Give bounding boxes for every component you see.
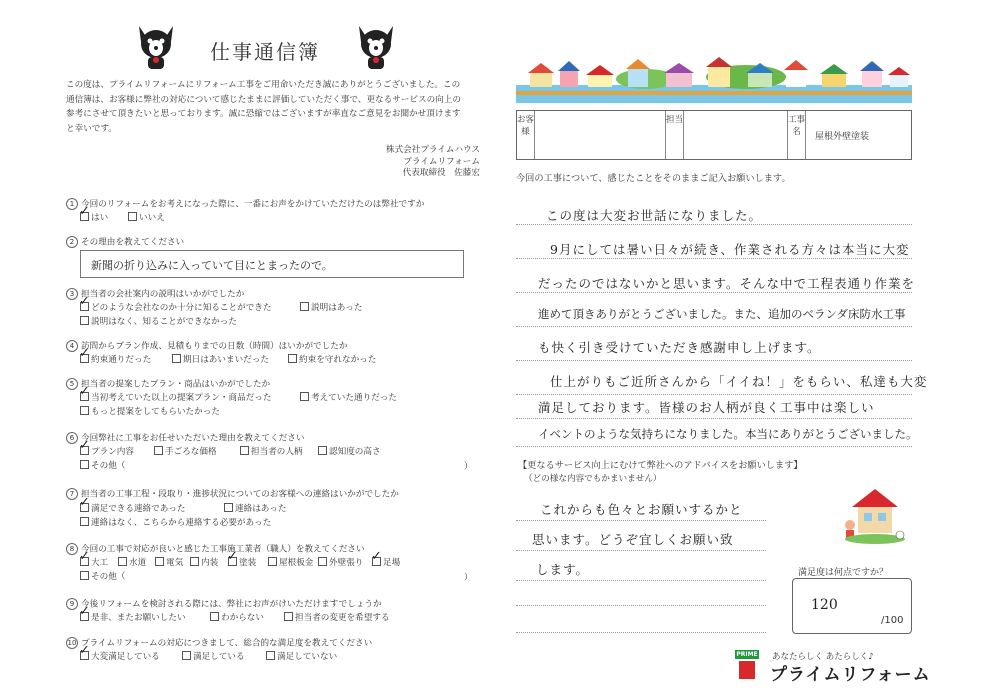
- option-label: 説明はなく、知ることができなかった: [91, 317, 237, 327]
- checkbox[interactable]: [300, 392, 309, 401]
- checkbox[interactable]: [154, 446, 163, 455]
- question-text: 担当者の会社案内の説明はいかがでしたか: [81, 289, 245, 300]
- option-label: 考えていた通りだった: [311, 393, 397, 403]
- question-text: その理由を教えてください: [81, 237, 185, 248]
- advice-line: 思います。どうぞ宜しくお願い致: [532, 532, 734, 547]
- option-label: 手ごろな価格: [165, 447, 217, 457]
- option-label: 説明はあった: [311, 303, 363, 313]
- checkbox[interactable]: [228, 557, 237, 566]
- option[interactable]: [300, 392, 397, 404]
- question-number: 4: [66, 340, 78, 352]
- option[interactable]: [118, 557, 146, 569]
- question-number: 2: [66, 236, 78, 248]
- advice-line: これからも色々とお願いするかと: [540, 502, 743, 517]
- checkbox[interactable]: [300, 302, 309, 311]
- page-title: 仕事通信簿: [210, 40, 320, 64]
- checkbox[interactable]: [80, 392, 89, 401]
- question-7: [66, 488, 399, 501]
- paren-close: ）: [464, 573, 473, 583]
- checkbox[interactable]: [372, 557, 381, 566]
- logo-tagline: あなたらしく あたらしく♪: [772, 652, 874, 662]
- option-label: 担当者の変更を希望する: [295, 613, 390, 623]
- question-1: [66, 198, 424, 211]
- checkbox[interactable]: [80, 503, 89, 512]
- intro-text: この度は、プライムリフォームにリフォーム工事をご用命いただき誠にありがとうございました。この通信簿は、お客様に弊社の対応について感じたままに評価していただく事で、更なるサービスの向上の参考にさせて頂きたいと思っております。誠に恐縮ではございますが率直なご意見をお聞かせ頂けますと幸いです。: [66, 80, 461, 134]
- option-label: 約束通りだった: [91, 355, 152, 365]
- option[interactable]: [266, 651, 337, 663]
- option[interactable]: [80, 517, 271, 529]
- paren-close: ）: [464, 462, 473, 472]
- comment-instruction: 今回の工事について、感じたことをそのままご記入お願いします。: [516, 173, 791, 184]
- question-number: 6: [66, 432, 78, 444]
- question-text: 担当者の工事工程・段取り・進捗状況についてのお客様への連絡はいかがでしたか: [81, 489, 399, 500]
- option-label: 大変満足している: [91, 652, 160, 662]
- checkbox[interactable]: [318, 446, 327, 455]
- option[interactable]: [80, 651, 160, 663]
- option[interactable]: [80, 557, 108, 569]
- checkbox[interactable]: [266, 651, 275, 660]
- option-label: どのような会社なのか十分に知ることができた: [91, 303, 272, 313]
- question-5: [66, 378, 270, 391]
- checkbox[interactable]: [80, 354, 89, 363]
- question-text: 今回弊社に工事をお任せいただいた理由を教えてください: [81, 433, 305, 444]
- question-number: 10: [67, 639, 77, 647]
- option[interactable]: [190, 557, 218, 569]
- checkbox[interactable]: [155, 557, 164, 566]
- option-label: 満足していない: [277, 652, 338, 662]
- option-label: 塗装: [239, 558, 257, 568]
- work-name: 屋根外壁塗装: [815, 132, 870, 142]
- company-signature: [340, 145, 480, 180]
- option[interactable]: [80, 503, 185, 515]
- option-label: 連絡はあった: [235, 504, 287, 514]
- dog-mascot-left-icon: [133, 22, 179, 72]
- comment-line: 進めて頂きありがとうございました。また、追加のベランダ床防水工事: [538, 307, 906, 321]
- checkbox[interactable]: [172, 354, 181, 363]
- checkbox[interactable]: [224, 503, 233, 512]
- advice-title: 【更なるサービス向上にむけて弊社へのアドバイスをお願いします】: [518, 460, 803, 471]
- option[interactable]: [80, 571, 125, 583]
- comment-line: 満足しております。皆様のお人柄が良く工事中は楽しい: [538, 400, 875, 415]
- customer-label: お客様: [517, 111, 535, 159]
- option[interactable]: [154, 446, 217, 458]
- option-label: 水道: [129, 558, 147, 568]
- checkbox[interactable]: [80, 316, 89, 325]
- checkbox[interactable]: [118, 557, 127, 566]
- question-number: 3: [66, 288, 78, 300]
- question-9: [66, 598, 382, 611]
- question-text: 今回の工事で対応が良いと感じた工事施工業者（職人）を教えてください: [81, 544, 365, 555]
- checkbox[interactable]: [80, 212, 89, 221]
- advice-subtitle: （どの様な内容でもかまいません）: [524, 474, 662, 484]
- option[interactable]: [318, 557, 363, 569]
- option-label: 約束を守れなかった: [299, 355, 377, 365]
- option-label: 是非、またお願いしたい: [91, 613, 186, 623]
- checkbox[interactable]: [80, 302, 89, 311]
- logo-mark: PRIME: [736, 651, 758, 658]
- question-number: 5: [66, 378, 78, 390]
- option[interactable]: [80, 460, 125, 472]
- option-label: 認知度の高さ: [329, 447, 381, 457]
- option[interactable]: [80, 354, 151, 366]
- option[interactable]: [372, 557, 400, 569]
- dog-mascot-right-icon: [353, 22, 399, 72]
- option[interactable]: [224, 503, 286, 515]
- checkbox[interactable]: [80, 517, 89, 526]
- question-text: 今回のリフォームをお考えになった際に、一番にお声をかけていただけたのは弊社ですか: [81, 199, 425, 210]
- option[interactable]: [210, 612, 264, 624]
- satisfaction-box[interactable]: [792, 578, 912, 634]
- option-label: 満足している: [193, 652, 245, 662]
- option[interactable]: [268, 557, 313, 569]
- option[interactable]: [155, 557, 183, 569]
- town-illustration-icon: [516, 55, 912, 103]
- question-text: 今後リフォームを検討される際には、弊社にお声がけいただけますでしょうか: [81, 599, 382, 610]
- checkbox[interactable]: [80, 460, 89, 469]
- question-4: [66, 340, 347, 353]
- house-illustration-icon: [840, 485, 910, 545]
- company-name: 株式会社プライムハウス: [385, 145, 480, 155]
- question-number: 1: [66, 198, 78, 210]
- option[interactable]: [80, 316, 237, 328]
- checkbox[interactable]: [80, 446, 89, 455]
- question-3: [66, 288, 244, 301]
- advice-line: します。: [536, 562, 590, 577]
- option[interactable]: [80, 212, 108, 224]
- question-8: [66, 543, 365, 556]
- comment-line: 9月にしては暑い日々が続き、作業される方々は本当に大変: [550, 242, 910, 257]
- option-label: 外壁張り: [329, 558, 364, 568]
- option-label: 満足できる連絡であった: [91, 504, 186, 514]
- option-label: その他（: [91, 461, 126, 471]
- logo-name: プライムリフォーム: [770, 665, 931, 685]
- checkbox[interactable]: [268, 557, 277, 566]
- checkbox[interactable]: [80, 571, 89, 580]
- checkbox[interactable]: [80, 612, 89, 621]
- comment-line: イベントのような気持ちになりました。本当にありがとうございました。: [538, 427, 918, 441]
- option[interactable]: [300, 302, 362, 314]
- option-label: わからない: [221, 613, 264, 623]
- checkbox[interactable]: [80, 557, 89, 566]
- info-table: [516, 110, 912, 160]
- option[interactable]: [80, 302, 271, 314]
- option-label: 期日はあいまいだった: [183, 355, 269, 365]
- checkbox[interactable]: [80, 406, 89, 415]
- comment-line: も快く引き受けていただき感謝申し上げます。: [538, 340, 821, 355]
- staff-label: 担当: [666, 111, 684, 159]
- reason-answer-box[interactable]: [80, 250, 464, 278]
- option[interactable]: [240, 446, 303, 458]
- option[interactable]: [80, 406, 220, 418]
- satisfaction-max: /100: [881, 615, 904, 626]
- option-label: 当初考えていた以上の提案プラン・商品だった: [91, 393, 272, 403]
- work-label: 工事名: [788, 111, 806, 159]
- checkbox[interactable]: [80, 651, 89, 660]
- option[interactable]: [284, 612, 390, 624]
- question-number: 9: [66, 598, 78, 610]
- checkbox[interactable]: [240, 446, 249, 455]
- question-text: 訪問からプラン作成、見積もりまでの日数（時間）はいかがでしたか: [81, 341, 348, 352]
- checkbox[interactable]: [210, 612, 219, 621]
- option[interactable]: [228, 557, 256, 569]
- comment-line: この度は大変お世話になりました。: [546, 208, 763, 223]
- option[interactable]: [318, 446, 381, 458]
- option-label: 足場: [383, 558, 401, 568]
- option[interactable]: [128, 212, 165, 224]
- option-label: いいえ: [139, 213, 165, 223]
- checkbox[interactable]: [190, 557, 199, 566]
- satisfaction-score: 120: [811, 597, 838, 613]
- option[interactable]: [80, 446, 134, 458]
- question-text: プライムリフォームの対応につきまして、総合的な満足度を教えてください: [81, 638, 373, 649]
- option-label: 連絡はなく、こちらから連絡する必要があった: [91, 518, 272, 528]
- satisfaction-label: 満足度は何点ですか？: [798, 568, 889, 578]
- checkbox[interactable]: [284, 612, 293, 621]
- question-number: 7: [66, 488, 78, 500]
- option-label: 内装: [201, 558, 219, 568]
- option[interactable]: [172, 354, 269, 366]
- company-rep: 代表取締役 佐藤宏: [402, 168, 480, 178]
- option-label: はい: [91, 213, 109, 223]
- option[interactable]: [182, 651, 245, 663]
- question-number: 8: [66, 543, 78, 555]
- option-label: プラン内容: [91, 447, 134, 457]
- option-label: 電気: [166, 558, 184, 568]
- question-text: 担当者の提案したプラン・商品はいかがでしたか: [81, 379, 271, 390]
- comment-line: だったのではないかと思います。そんな中で工程表通り作業を: [538, 276, 916, 291]
- question-2: [66, 236, 184, 249]
- option-label: 大工: [91, 558, 109, 568]
- checkbox[interactable]: [182, 651, 191, 660]
- option-label: 担当者の人柄: [251, 447, 303, 457]
- option[interactable]: [80, 392, 271, 404]
- question-10: [66, 637, 372, 650]
- checkbox[interactable]: [318, 557, 327, 566]
- question-6: [66, 432, 304, 445]
- option[interactable]: [288, 354, 376, 366]
- comment-line: 仕上がりもご近所さんから「イイね！」をもらい、私達も大変: [550, 374, 928, 389]
- option-label: その他（: [91, 572, 126, 582]
- reason-answer: 新聞の折り込みに入っていて目にとまったので。: [91, 259, 333, 272]
- prime-logo-icon: [735, 650, 759, 680]
- option-label: 屋根板金: [279, 558, 314, 568]
- checkbox[interactable]: [288, 354, 297, 363]
- option-label: もっと提案をしてもらいたかった: [91, 407, 220, 417]
- checkbox[interactable]: [128, 212, 137, 221]
- option[interactable]: [80, 612, 186, 624]
- company-brand: プライムリフォーム: [403, 156, 480, 167]
